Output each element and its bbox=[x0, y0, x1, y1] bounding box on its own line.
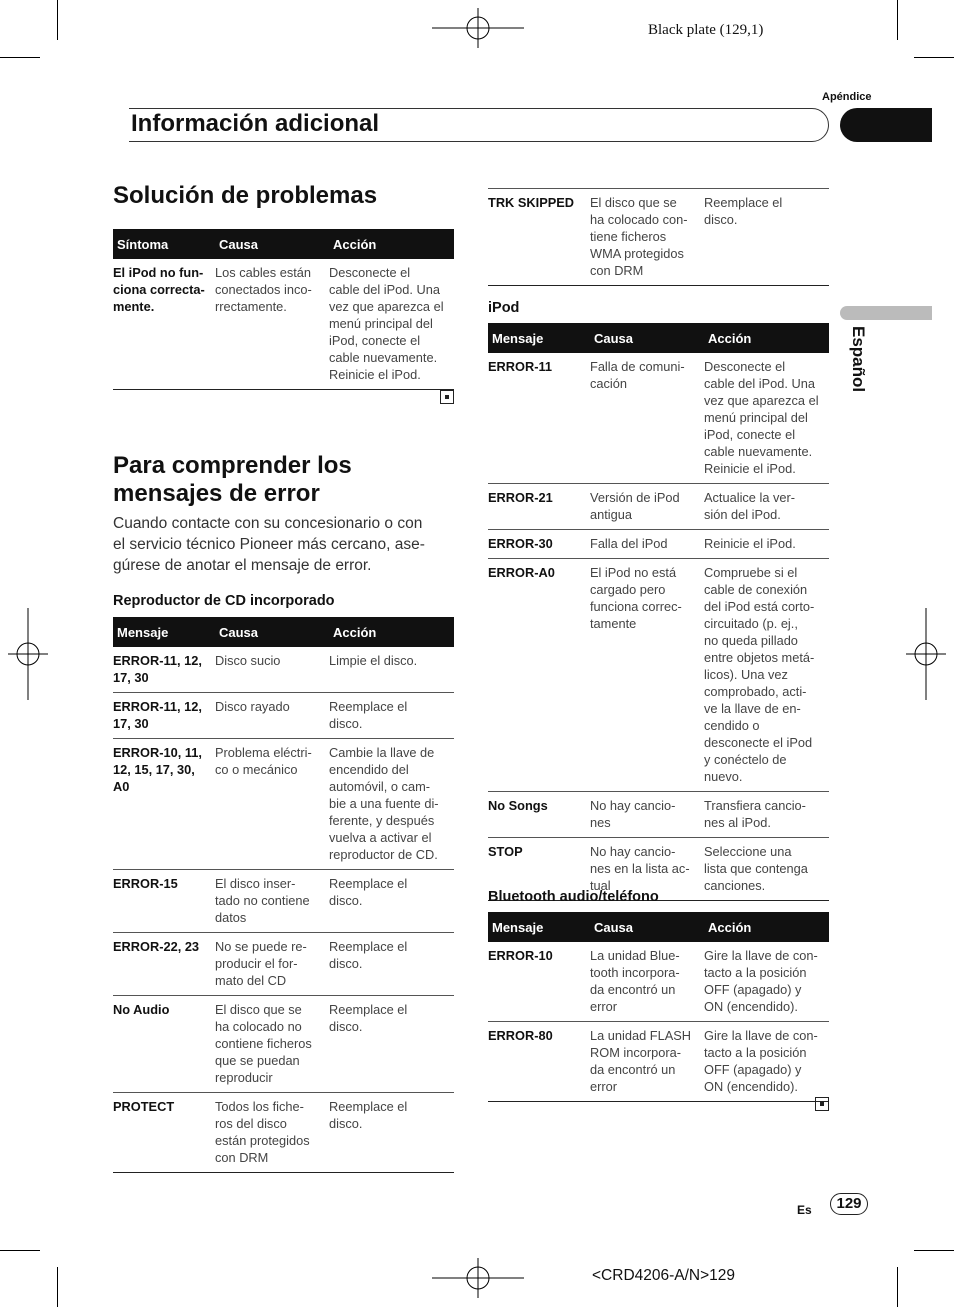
message-cell: No Songs bbox=[488, 792, 590, 838]
language-tab-label: Español bbox=[849, 326, 868, 393]
table-header: Acción bbox=[329, 229, 454, 259]
table-row bbox=[488, 792, 829, 838]
table-row bbox=[488, 1022, 829, 1102]
message-cell: STOP bbox=[488, 838, 590, 901]
message-cell: ERROR-21 bbox=[488, 484, 590, 530]
troubleshooting-title: Solución de problemas bbox=[113, 182, 378, 209]
crop-mark bbox=[0, 1250, 40, 1251]
action-cell: Reemplace el disco. bbox=[704, 189, 829, 286]
message-cell: ERROR-10, 11, 12, 15, 17, 30, A0 bbox=[113, 739, 215, 870]
registration-target-icon bbox=[906, 608, 946, 700]
table-header: Causa bbox=[590, 912, 704, 942]
cause-cell: Todos los fiche- ros del disco están protegidos con DRM bbox=[215, 1093, 329, 1173]
table-row bbox=[488, 484, 829, 530]
table-header: Acción bbox=[704, 912, 829, 942]
action-cell: Reemplace el disco. bbox=[329, 933, 454, 996]
message-cell: ERROR-15 bbox=[113, 870, 215, 933]
action-cell: Desconecte el cable del iPod. Una vez que aparezca el menú principal del iPod, conecte el cable nuevamente. Reinicie el iPod. bbox=[329, 259, 454, 390]
table-header: Acción bbox=[704, 323, 829, 353]
cause-cell: Disco rayado bbox=[215, 693, 329, 739]
table-header: Causa bbox=[590, 323, 704, 353]
banner-cap bbox=[113, 108, 129, 142]
cause-cell: Los cables están conectados inco- rrectamente. bbox=[215, 259, 329, 390]
action-cell: Reemplace el disco. bbox=[329, 1093, 454, 1173]
crop-mark bbox=[57, 0, 58, 40]
error-messages-title-text: Para comprender los mensajes de error bbox=[113, 452, 352, 507]
section-label: Apéndice bbox=[822, 91, 872, 103]
cause-cell: El disco que se ha colocado con- tiene ficheros WMA protegidos con DRM bbox=[590, 189, 704, 286]
table-header: Causa bbox=[215, 229, 329, 259]
cause-cell: No hay cancio- nes bbox=[590, 792, 704, 838]
plate-label: Black plate (129,1) bbox=[648, 22, 764, 38]
crop-mark bbox=[914, 57, 954, 58]
action-cell: Limpie el disco. bbox=[329, 647, 454, 693]
table-row bbox=[113, 870, 454, 933]
cause-cell: Falla de comuni- cación bbox=[590, 353, 704, 484]
table-row bbox=[113, 647, 454, 693]
cause-cell: Disco sucio bbox=[215, 647, 329, 693]
table-row bbox=[113, 259, 454, 390]
crop-mark bbox=[897, 1267, 898, 1307]
error-messages-intro: Cuando contacte con su concesionario o con el servicio técnico Pioneer más cercano, ase- gúrese de anotar el mensaje de error. bbox=[113, 515, 425, 574]
table-header: Mensaje bbox=[488, 323, 590, 353]
table-row bbox=[488, 189, 829, 286]
page-number: 129 bbox=[830, 1193, 868, 1215]
message-cell: ERROR-22, 23 bbox=[113, 933, 215, 996]
cause-cell: La unidad FLASH ROM incorpora- da encontró un error bbox=[590, 1022, 704, 1102]
cause-cell: No hay cancio- nes en la lista ac- tual bbox=[590, 838, 704, 901]
action-cell: Gire la llave de con- tacto a la posición OFF (apagado) y ON (encendido). bbox=[704, 942, 829, 1022]
trk-skipped-table bbox=[488, 188, 829, 286]
table-row bbox=[488, 530, 829, 559]
action-cell: Compruebe si el cable de conexión del iPod está corto- circuitado (p. ej., no queda pillado entre objetos metá- licos). Una vez comprobado, acti- ve la llave de en- cendido o desconecte el iPod y conéctelo de nuevo. bbox=[704, 559, 829, 792]
troubleshooting-table bbox=[113, 229, 454, 390]
cause-cell: No se puede re- producir el for- mato del CD bbox=[215, 933, 329, 996]
bluetooth-heading: Bluetooth audio/teléfono bbox=[488, 889, 659, 905]
message-cell: TRK SKIPPED bbox=[488, 189, 590, 286]
bluetooth-error-table bbox=[488, 912, 829, 1102]
chapter-tab bbox=[840, 108, 932, 142]
registration-target-icon bbox=[432, 8, 524, 48]
action-cell: Reemplace el disco. bbox=[329, 996, 454, 1093]
action-cell: Seleccione una lista que contenga canciones. bbox=[704, 838, 829, 901]
action-cell: Desconecte el cable del iPod. Una vez que aparezca el menú principal del iPod, conecte el cable nuevamente. Reinicie el iPod. bbox=[704, 353, 829, 484]
action-cell: Transfiera cancio- nes al iPod. bbox=[704, 792, 829, 838]
table-header: Mensaje bbox=[488, 912, 590, 942]
action-cell: Cambie la llave de encendido del automóvil, o cam- bie a una fuente di- ferente, y después vuelva a activar el reproductor de CD. bbox=[329, 739, 454, 870]
message-cell: ERROR-10 bbox=[488, 942, 590, 1022]
end-mark-icon bbox=[815, 1097, 829, 1111]
table-row bbox=[488, 559, 829, 792]
table-header: Síntoma bbox=[113, 229, 215, 259]
message-cell: ERROR-11, 12, 17, 30 bbox=[113, 693, 215, 739]
action-cell: Actualice la ver- sión del iPod. bbox=[704, 484, 829, 530]
action-cell: Reemplace el disco. bbox=[329, 870, 454, 933]
crop-mark bbox=[897, 0, 898, 40]
table-header: Causa bbox=[215, 617, 329, 647]
table-row bbox=[113, 933, 454, 996]
message-cell: PROTECT bbox=[113, 1093, 215, 1173]
document-code: <CRD4206-A/N>129 bbox=[592, 1267, 736, 1284]
action-cell: Gire la llave de con- tacto a la posición OFF (apagado) y ON (encendido). bbox=[704, 1022, 829, 1102]
table-row bbox=[113, 693, 454, 739]
ipod-heading: iPod bbox=[488, 300, 520, 316]
table-row bbox=[113, 1093, 454, 1173]
language-code: Es bbox=[797, 1203, 812, 1217]
table-header: Mensaje bbox=[113, 617, 215, 647]
table-row bbox=[488, 942, 829, 1022]
cause-cell: Falla del iPod bbox=[590, 530, 704, 559]
message-cell: ERROR-30 bbox=[488, 530, 590, 559]
banner-title: Información adicional bbox=[131, 110, 380, 137]
crop-mark bbox=[57, 1267, 58, 1307]
table-row bbox=[488, 353, 829, 484]
message-cell: ERROR-11 bbox=[488, 353, 590, 484]
action-cell: Reinicie el iPod. bbox=[704, 530, 829, 559]
error-messages-title bbox=[113, 452, 473, 508]
ipod-error-table bbox=[488, 323, 829, 901]
message-cell: ERROR-11, 12, 17, 30 bbox=[113, 647, 215, 693]
cause-cell: El disco inser- tado no contiene datos bbox=[215, 870, 329, 933]
registration-target-icon bbox=[432, 1258, 524, 1298]
registration-target-icon bbox=[8, 608, 48, 700]
cd-player-heading: Reproductor de CD incorporado bbox=[113, 593, 335, 609]
message-cell: ERROR-80 bbox=[488, 1022, 590, 1102]
table-row bbox=[113, 996, 454, 1093]
cd-error-table bbox=[113, 617, 454, 1173]
message-cell: No Audio bbox=[113, 996, 215, 1093]
crop-mark bbox=[0, 57, 40, 58]
message-cell: ERROR-A0 bbox=[488, 559, 590, 792]
cause-cell: La unidad Blue- tooth incorpora- da encontró un error bbox=[590, 942, 704, 1022]
end-mark-icon bbox=[440, 390, 454, 404]
cause-cell: El disco que se ha colocado no contiene ficheros que se puedan reproducir bbox=[215, 996, 329, 1093]
message-cell: El iPod no fun- ciona correcta- mente. bbox=[113, 259, 215, 390]
cause-cell: Versión de iPod antigua bbox=[590, 484, 704, 530]
cause-cell: El iPod no está cargado pero funciona correc- tamente bbox=[590, 559, 704, 792]
language-tab-bar bbox=[840, 306, 932, 320]
crop-mark bbox=[914, 1250, 954, 1251]
cause-cell: Problema eléctri- co o mecánico bbox=[215, 739, 329, 870]
action-cell: Reemplace el disco. bbox=[329, 693, 454, 739]
table-header: Acción bbox=[329, 617, 454, 647]
table-row bbox=[113, 739, 454, 870]
